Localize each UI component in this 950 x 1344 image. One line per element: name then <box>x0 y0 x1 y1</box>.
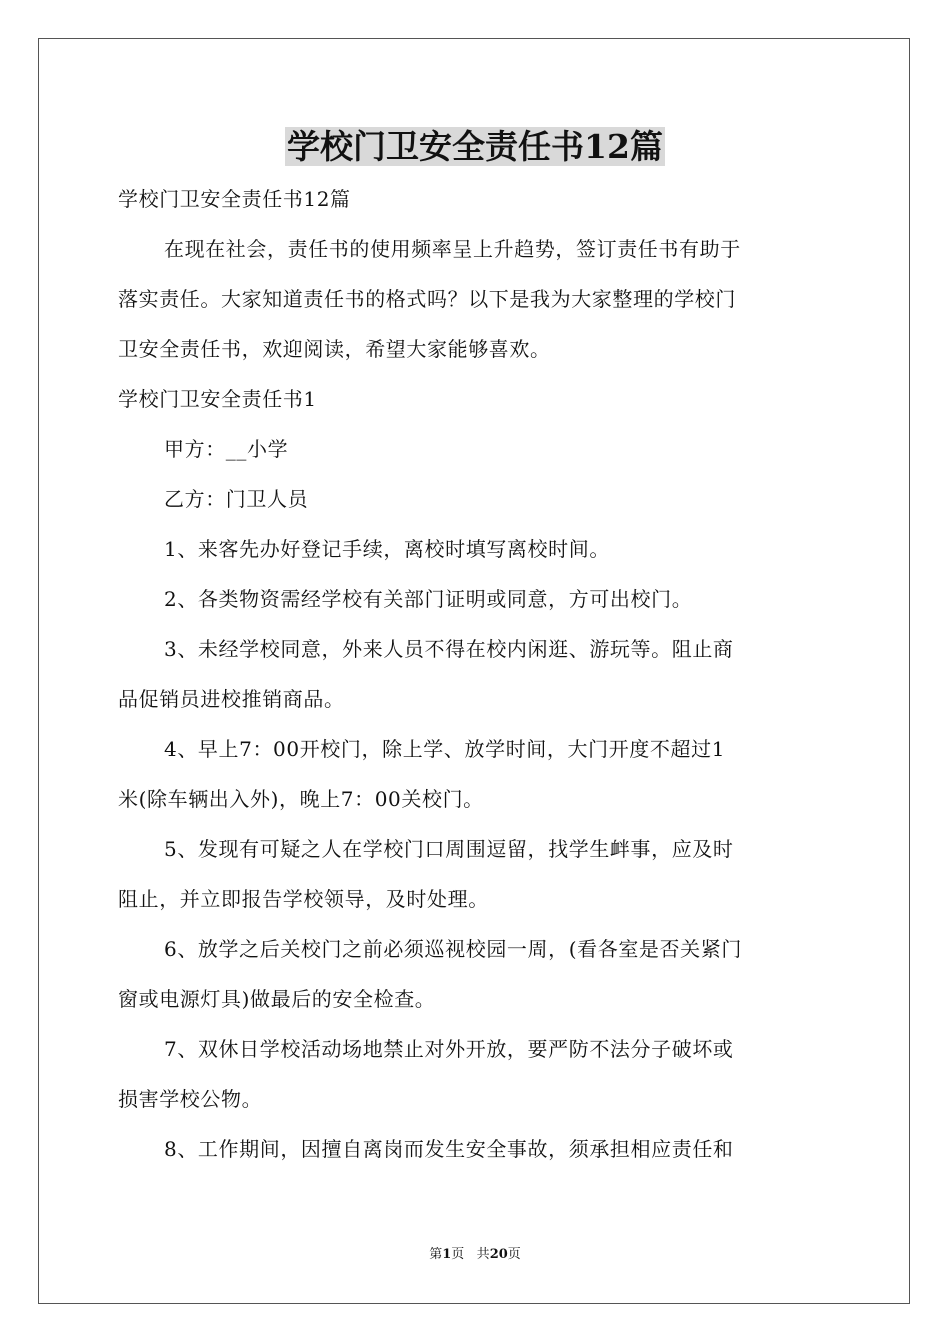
clause-line: 3、未经学校同意，外来人员不得在校内闲逛、游玩等。阻止商 <box>164 637 734 661</box>
party-b-line: 乙方：门卫人员 <box>164 487 309 511</box>
footer-page-suffix: 页 <box>451 1247 465 1262</box>
paragraph-line: 在现在社会，责任书的使用频率呈上升趋势，签订责任书有助于 <box>164 237 741 261</box>
paragraph-line: 卫安全责任书，欢迎阅读，希望大家能够喜欢。 <box>118 337 551 361</box>
subtitle-line: 学校门卫安全责任书12篇 <box>118 187 351 211</box>
paragraph-line: 落实责任。大家知道责任书的格式吗？以下是我为大家整理的学校门 <box>118 287 736 311</box>
footer-total-suffix: 页 <box>507 1247 521 1262</box>
clause-line: 窗或电源灯具)做最后的安全检查。 <box>118 987 436 1011</box>
document-title <box>0 125 950 169</box>
clause-line: 阻止，并立即报告学校领导，及时处理。 <box>118 887 489 911</box>
footer-page-prefix: 第 <box>429 1247 443 1262</box>
clause-line: 米(除车辆出入外)，晚上7：00关校门。 <box>118 787 484 811</box>
clause-line: 品促销员进校推销商品。 <box>118 687 345 711</box>
clause-line: 1、来客先办好登记手续，离校时填写离校时间。 <box>164 537 610 561</box>
clause-line: 损害学校公物。 <box>118 1087 263 1111</box>
clause-line: 5、发现有可疑之人在学校门口周围逗留，找学生衅事，应及时 <box>164 837 734 861</box>
clause-line: 4、早上7：00开校门，除上学、放学时间，大门开度不超过1 <box>164 737 726 761</box>
document-title-text: 学校门卫安全责任书12篇 <box>287 127 663 166</box>
party-a-line: 甲方：__小学 <box>164 437 289 461</box>
clause-line: 7、双休日学校活动场地禁止对外开放，要严防不法分子破坏或 <box>164 1037 734 1061</box>
footer-total-prefix: 共 <box>476 1247 490 1262</box>
footer-total-pages: 20 <box>489 1247 508 1262</box>
section-heading: 学校门卫安全责任书1 <box>118 387 317 411</box>
clause-line: 8、工作期间，因擅自离岗而发生安全事故，须承担相应责任和 <box>164 1137 734 1161</box>
page-border <box>38 38 910 1304</box>
clause-line: 6、放学之后关校门之前必须巡视校园一周，(看各室是否关紧门 <box>164 937 742 961</box>
page-footer <box>0 1246 950 1264</box>
footer-page-number: 1 <box>442 1247 452 1262</box>
clause-line: 2、各类物资需经学校有关部门证明或同意，方可出校门。 <box>164 587 693 611</box>
